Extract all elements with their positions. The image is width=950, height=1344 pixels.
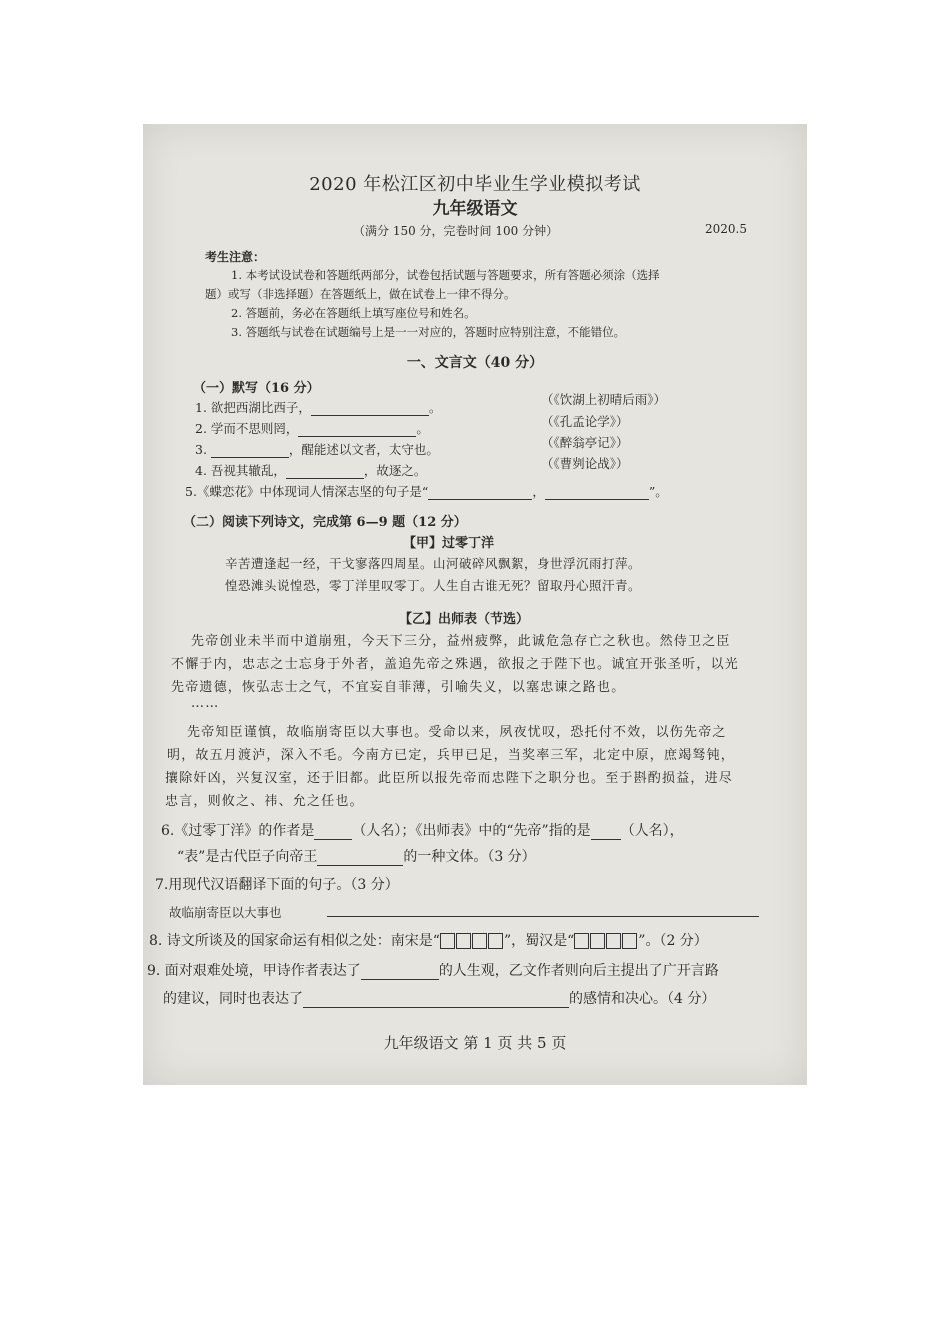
part-heading: （二）阅读下列诗文，完成第 6—9 题（12 分） — [183, 515, 467, 530]
question-text: （人名）， — [620, 823, 684, 839]
answer-blank[interactable] — [545, 487, 649, 500]
prose-line: 先帝创业未半而中道崩殂，今天下三分，益州疲弊，此诚危急存亡之秋也。然侍卫之臣 — [191, 634, 731, 649]
page-footer: 九年级语文 第 1 页 共 5 页 — [383, 1034, 567, 1052]
notice-line: 题）或写（非选择题）在答题纸上，做在试卷上一律不得分。 — [205, 287, 516, 301]
question-text: 。 — [416, 421, 429, 436]
question-text: 9. 面对艰难处境，甲诗作者表达了 — [147, 963, 361, 979]
question-text: 3. — [195, 442, 211, 457]
question-text: ，醒能述以文者，太守也。 — [288, 442, 439, 457]
question-text: ”。（2 分） — [638, 933, 708, 949]
exam-title: 2020 年松江区初中毕业生学业模拟考试 — [309, 174, 641, 195]
prose-line: 先帝遗德，恢弘志士之气，不宜妄自菲薄，引喻失义，以塞忠谏之路也。 — [171, 680, 626, 695]
question-text: 8. 诗文所谈及的国家命运有相似之处：南宋是“ — [149, 933, 440, 949]
question-6-cont — [177, 846, 536, 866]
question-2 — [195, 419, 429, 437]
answer-blank[interactable] — [591, 827, 621, 840]
prose-line: 先帝知臣谨慎，故临崩寄臣以大事也。受命以来，夙夜忧叹，恐托付不效，以伤先帝之 — [187, 725, 727, 740]
question-text: 6.《过零丁洋》的作者是 — [161, 823, 315, 839]
question-text: 的感情和决心。（4 分） — [569, 991, 716, 1007]
poem-line: 惶恐滩头说惶恐，零丁洋里叹零丁。人生自古谁无死？留取丹心照汗青。 — [225, 578, 642, 593]
answer-line[interactable] — [327, 916, 759, 917]
question-5 — [185, 482, 668, 500]
notice-line: 2. 答题前，务必在答题纸上填写座位号和姓名。 — [231, 306, 476, 320]
question-1 — [195, 398, 441, 416]
question-9 — [147, 960, 719, 980]
question-text: 。 — [428, 400, 442, 415]
answer-blank[interactable] — [317, 853, 403, 866]
question-text: 的建议，同时也表达了 — [163, 991, 303, 1007]
poem-title: 【甲】过零丁洋 — [403, 536, 495, 551]
question-9-cont — [163, 988, 715, 1008]
translate-sentence: 故临崩寄臣以大事也 — [169, 905, 282, 920]
question-text: ，故逐之。 — [363, 463, 427, 478]
answer-blank[interactable] — [361, 967, 439, 980]
score-time-line: （满分 150 分，完卷时间 100 分钟） — [353, 224, 559, 238]
notice-line: 3. 答题纸与试卷在试题编号上是一一对应的，答题时应特别注意，不能错位。 — [231, 325, 626, 339]
prose-line: 不懈于内，忠志之士忘身于外者，盖追先帝之殊遇，欲报之于陛下也。诚宜开张圣听，以光 — [171, 657, 740, 672]
exam-page — [143, 124, 807, 1085]
question-4 — [195, 461, 426, 479]
question-text: 4. 吾视其辙乱， — [195, 463, 286, 478]
source-title: （《曹刿论战》） — [541, 456, 629, 471]
question-text: 5.《蝶恋花》中体现词人情深志坚的句子是“ — [185, 484, 429, 499]
prose-line: 明，故五月渡泸，深入不毛。今南方已定，兵甲已足，当奖率三军，北定中原，庶竭驽钝， — [167, 748, 736, 763]
prose-title: 【乙】出师表（节选） — [399, 612, 530, 627]
part-heading: （一）默写（16 分） — [193, 381, 320, 396]
answer-blank[interactable] — [311, 403, 429, 416]
question-6 — [161, 820, 684, 840]
exam-date: 2020.5 — [705, 222, 747, 236]
question-text: ， — [532, 484, 545, 499]
notice-heading: 考生注意： — [205, 250, 266, 264]
section-heading: 一、文言文（40 分） — [406, 355, 544, 371]
prose-line: 忠言，则攸之、祎、允之任也。 — [165, 794, 364, 809]
source-title: （《孔孟论学》） — [541, 414, 629, 429]
answer-blank[interactable] — [303, 995, 569, 1008]
source-title: （《醉翁亭记》） — [541, 435, 629, 450]
question-text: 2. 学而不思则罔， — [195, 421, 299, 436]
question-text: 的人生观，乙文作者则向后主提出了广开言路 — [438, 963, 719, 979]
question-text: 的一种文体。（3 分） — [403, 849, 536, 865]
answer-blank[interactable] — [428, 487, 532, 500]
notice-line: 1. 本考试设试卷和答题纸两部分，试卷包括试题与答题要求，所有答题必须涂（选择 — [231, 268, 660, 282]
prose-line: 攘除奸凶，兴复汉室，还于旧都。此臣所以报先帝而忠陛下之职分也。至于斟酌损益，进尽 — [165, 771, 734, 786]
prose-ellipsis: …… — [191, 696, 220, 711]
answer-blank[interactable] — [286, 466, 364, 479]
exam-subtitle: 九年级语文 — [432, 199, 518, 219]
answer-blank[interactable] — [211, 445, 289, 458]
answer-blank[interactable] — [298, 424, 416, 437]
four-char-boxes[interactable] — [440, 933, 504, 949]
question-text: （人名）；《出师表》中的“先帝”指的是 — [352, 823, 591, 839]
poem-line: 辛苦遭逢起一经，干戈寥落四周星。山河破碎风飘絮，身世浮沉雨打萍。 — [225, 556, 642, 571]
source-title: （《饮湖上初晴后雨》） — [541, 392, 667, 407]
four-char-boxes[interactable] — [574, 933, 638, 949]
question-text: 1. 欲把西湖比西子， — [195, 400, 311, 415]
question-7: 7.用现代汉语翻译下面的句子。（3 分） — [155, 877, 399, 893]
question-text: “表”是古代臣子向帝王 — [177, 849, 318, 865]
question-3 — [195, 440, 439, 458]
question-8 — [149, 930, 708, 950]
question-text: ”，蜀汉是“ — [503, 933, 575, 949]
question-text: ”。 — [648, 484, 668, 499]
answer-blank[interactable] — [314, 827, 352, 840]
